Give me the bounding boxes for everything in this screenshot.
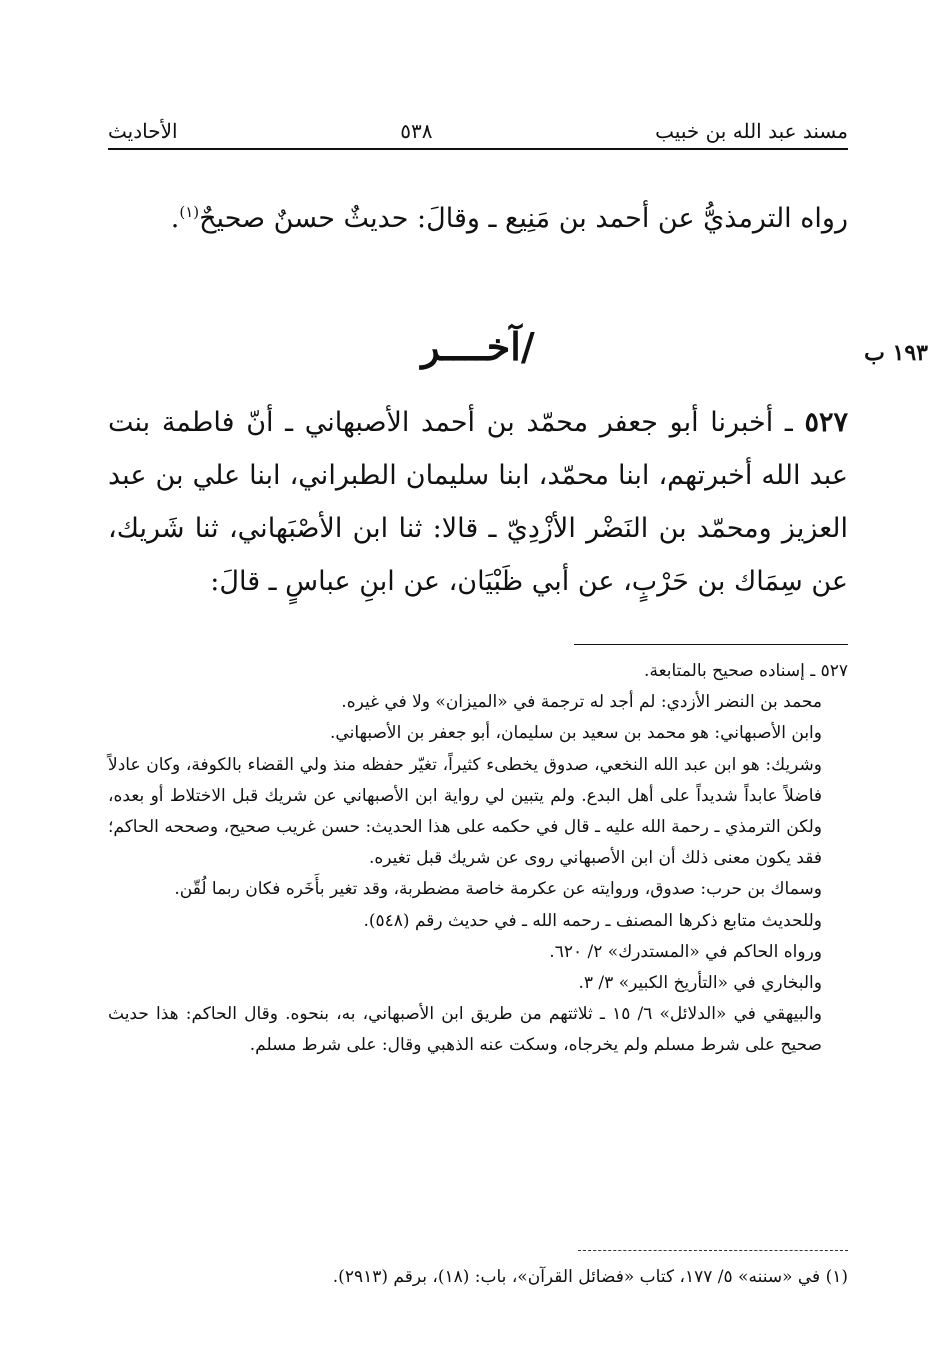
running-header	[108, 110, 848, 144]
notes-separator	[574, 644, 848, 645]
note-line: والبخاري في «التأريخ الكبير» ٣/ ٣.	[578, 973, 822, 994]
footnote-text: (١) في «سننه» ٥/ ١٧٧، كتاب «فضائل القرآن»، باب: (١٨)، برقم (٢٩١٣).	[332, 1267, 848, 1287]
top-text-block	[108, 184, 848, 247]
page-number: ٥٣٨	[400, 119, 433, 143]
header-section-title: الأحاديث	[108, 119, 178, 143]
hadith-text: ـ أخبرنا أبو جعفر محمّد بن أحمد الأصبهاني ـ أنّ فاطمة بنت عبد الله أخبرتهم، ابنا محمّد، ابنا سليمان الطبراني، ابنا علي بن عبد العزيز ومحمّد بن النَضْر الأزْدِيّ ـ قالا: ثنا ابن الأصْبَهاني، ثنا شَريك، عن سِمَاك بن حَرْبٍ، عن أبي ظَبْيَان، عن ابنِ عباسٍ ـ قالَ:	[108, 407, 848, 597]
note-line: وللحديث متابع ذكرها المصنف ـ رحمه الله ـ في حديث رقم (٥٤٨).	[363, 910, 822, 931]
note-line: محمد بن النضر الأزدي: لم أجد له ترجمة في «الميزان» ولا في غيره.	[341, 692, 822, 713]
note-line: وابن الأصبهاني: هو محمد بن سعيد بن سليمان، أبو جعفر بن الأصبهاني.	[330, 723, 822, 744]
hadith-number: ٥٢٧	[804, 407, 848, 438]
footnote-ref[interactable]: (١)	[179, 203, 200, 221]
footnote-block	[108, 1262, 848, 1292]
note-line: والبيهقي في «الدلائل» ٦/ ١٥ ـ ثلاثتهم من طريق ابن الأصبهاني، به، بنحوه. وقال الحاكم: هذا حديث صحيح على شرط مسلم ولم يخرجاه، وسكت عنه الذهبي وقال: على شرط مسلم.	[108, 1004, 822, 1056]
margin-folio-note: ١٩٣ ب	[864, 340, 928, 366]
note-line: وشريك: هو ابن عبد الله النخعي، صدوق يخطىء كثيراً، تغيّر حفظه منذ ولي القضاء بالكوفة، وكان عادلاً فاضلاً عابداً شديداً على أهل البدع. ولم يتبين لي رواية ابن الأصبهاني عن شريك قبل الاختلاط أو بعده، ولكن الترمذي ـ رحمة الله عليه ـ قال في حكمه على هذا الحديث: حسن غريب صحيح، وصححه الحاكم؛ فقد يكون معنى ذلك أن ابن الأصبهاني روى عن شريك قبل تغيره.	[108, 754, 822, 869]
top-paragraph	[108, 184, 848, 247]
header-rule	[108, 148, 848, 150]
footnote-separator	[578, 1250, 848, 1251]
hadith-paragraph	[108, 396, 848, 608]
section-heading: /آخــــر	[421, 324, 535, 369]
note-line: ٥٢٧ ـ إسناده صحيح بالمتابعة.	[644, 661, 848, 681]
note-line: وسماك بن حرب: صدوق، وروايته عن عكرمة خاصة مضطربة، وقد تغير بأَخَره فكان ربما لُقّن.	[174, 879, 822, 900]
note-line: ورواه الحاكم في «المستدرك» ٢/ ٦٢٠.	[549, 941, 822, 962]
top-text-end: .	[170, 203, 180, 234]
commentary-notes	[108, 656, 848, 1062]
top-text: رواه الترمذيُّ عن أحمد بن مَنِيع ـ وقالَ: حديثٌ حسنٌ صحيحٌ	[199, 203, 848, 234]
hadith-block	[108, 396, 848, 608]
header-book-title: مسند عبد الله بن خبيب	[655, 119, 848, 143]
